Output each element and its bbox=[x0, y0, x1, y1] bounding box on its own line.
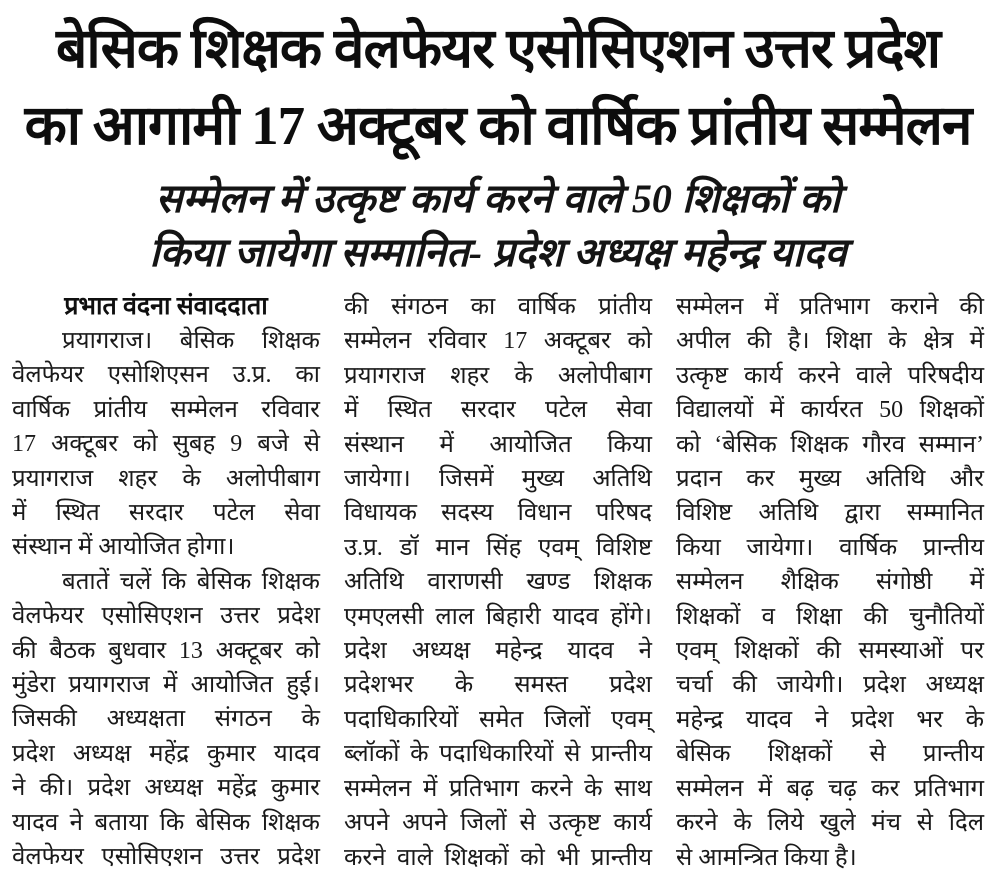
headline-line2: का आगामी 17 अक्टूबर को वार्षिक प्रांतीय सम्मेलन bbox=[24, 95, 972, 156]
body-line: बेसिक शिक्षकों से प्रान्तीय bbox=[676, 741, 984, 768]
body-line: विशिष्ट अतिथि द्वारा सम्मानित bbox=[676, 500, 984, 527]
body-line: चर्चा की जायेगी। प्रदेश अध्यक्ष bbox=[676, 672, 984, 699]
body-line: वेलफेयर एसोसिएशन उत्तर प्रदेश bbox=[12, 603, 320, 630]
body-line: प्रदेश अध्यक्ष महेन्द्र यादव ने bbox=[344, 638, 652, 665]
body-line: करने वाले शिक्षकों को भी प्रान्तीय bbox=[344, 844, 652, 871]
body-line: प्रयागराज शहर के अलोपीबाग bbox=[12, 465, 320, 492]
body-line: उत्कृष्ट कार्य करने वाले परिषदीय bbox=[676, 362, 984, 389]
body-line: प्रदेशभर के समस्त प्रदेश bbox=[344, 672, 652, 699]
subheadline-line2: किया जायेगा सम्मानित- प्रदेश अध्यक्ष महेन्द्र यादव bbox=[149, 230, 847, 275]
body-line: संस्थान में आयोजित होगा। bbox=[12, 534, 235, 561]
body-column-2 bbox=[344, 290, 652, 875]
body-line: जिसकी अध्यक्षता संगठन के bbox=[12, 706, 320, 733]
body-line: सम्मेलन रविवार 17 अक्टूबर को bbox=[344, 328, 652, 355]
byline: प्रभात वंदना संवाददाता bbox=[64, 293, 268, 320]
body-line: ब्लॉकों के पदाधिकारियों से प्रान्तीय bbox=[344, 741, 652, 768]
body-line: अपील की है। शिक्षा के क्षेत्र में bbox=[676, 328, 984, 355]
subheadline-line1: सम्मेलन में उत्कृष्ट कार्य करने वाले 50 शिक्षकों को bbox=[155, 176, 841, 221]
body-line: 17 अक्टूबर को सुबह 9 बजे से bbox=[12, 431, 320, 458]
headline bbox=[10, 10, 986, 164]
body-line: प्रयागराज। बेसिक शिक्षक bbox=[62, 328, 320, 354]
body-line: जायेगा। जिसमें मुख्य अतिथि bbox=[344, 466, 652, 493]
body-line: उ.प्र. डॉ मान सिंह एवम् विशिष्ट bbox=[344, 534, 652, 561]
subheadline bbox=[10, 172, 986, 280]
body-line: से आमन्त्रित किया है। bbox=[676, 844, 857, 871]
body-line: किया जायेगा। वार्षिक प्रान्तीय bbox=[676, 534, 984, 561]
body-line: की बैठक बुधवार 13 अक्टूबर को bbox=[12, 637, 320, 664]
body-line: में स्थित सरदार पटेल सेवा bbox=[344, 397, 652, 424]
body-line: एवम् शिक्षकों की समस्याओं पर bbox=[676, 638, 984, 665]
body-line: बतातें चलें कि बेसिक शिक्षक bbox=[62, 568, 320, 595]
article-body bbox=[10, 290, 986, 875]
headline-line1: बेसिक शिक्षक वेलफेयर एसोसिएशन उत्तर प्रदेश bbox=[56, 18, 940, 79]
body-line: वार्षिक प्रांतीय सम्मेलन रविवार bbox=[12, 396, 320, 423]
body-line: को ‘बेसिक शिक्षक गौरव सम्मान’ bbox=[676, 431, 984, 458]
body-line: पदाधिकारियों समेत जिलों एवम् bbox=[344, 706, 652, 733]
body-line: संस्थान में आयोजित किया bbox=[344, 431, 652, 458]
body-line: मुंडेरा प्रयागराज में आयोजित हुई। bbox=[12, 672, 320, 699]
body-line: प्रदान कर मुख्य अतिथि और bbox=[676, 466, 984, 493]
body-line: प्रदेश अध्यक्ष महेंद्र कुमार यादव bbox=[12, 740, 320, 767]
body-line: सम्मेलन में प्रतिभाग करने के साथ bbox=[344, 775, 652, 802]
body-line: वेलफेयर एसोसिएशन उत्तर प्रदेश bbox=[12, 844, 320, 871]
body-line: सम्मेलन में बढ़ चढ़ कर प्रतिभाग bbox=[676, 775, 984, 802]
body-line: महेन्द्र यादव ने प्रदेश भर के bbox=[676, 706, 984, 733]
body-line: ने की। प्रदेश अध्यक्ष महेंद्र कुमार bbox=[12, 775, 320, 802]
body-line: सम्मेलन शैक्षिक संगोष्ठी में bbox=[676, 569, 984, 596]
body-line: अतिथि वाराणसी खण्ड शिक्षक bbox=[344, 569, 652, 596]
body-line: सम्मेलन में प्रतिभाग कराने की bbox=[676, 294, 984, 320]
body-line: की संगठन का वार्षिक प्रांतीय bbox=[344, 294, 652, 320]
body-line: प्रयागराज शहर के अलोपीबाग bbox=[344, 362, 652, 389]
body-column-1 bbox=[12, 290, 320, 875]
body-line: वेलफेयर एसोशिएसन उ.प्र. का bbox=[12, 362, 320, 389]
body-line: शिक्षकों व शिक्षा की चुनौतियों bbox=[676, 603, 984, 630]
body-column-3 bbox=[676, 290, 984, 875]
body-line: में स्थित सरदार पटेल सेवा bbox=[12, 500, 320, 527]
body-line: विधायक सदस्य विधान परिषद bbox=[344, 500, 652, 527]
body-line: यादव ने बताया कि बेसिक शिक्षक bbox=[12, 809, 320, 836]
body-line: विद्यालयों में कार्यरत 50 शिक्षकों bbox=[676, 397, 984, 424]
body-line: एमएलसी लाल बिहारी यादव होंगे। bbox=[344, 603, 652, 630]
body-line: अपने अपने जिलों से उत्कृष्ट कार्य bbox=[344, 810, 652, 837]
body-line: करने के लिये खुले मंच से दिल bbox=[676, 810, 984, 837]
